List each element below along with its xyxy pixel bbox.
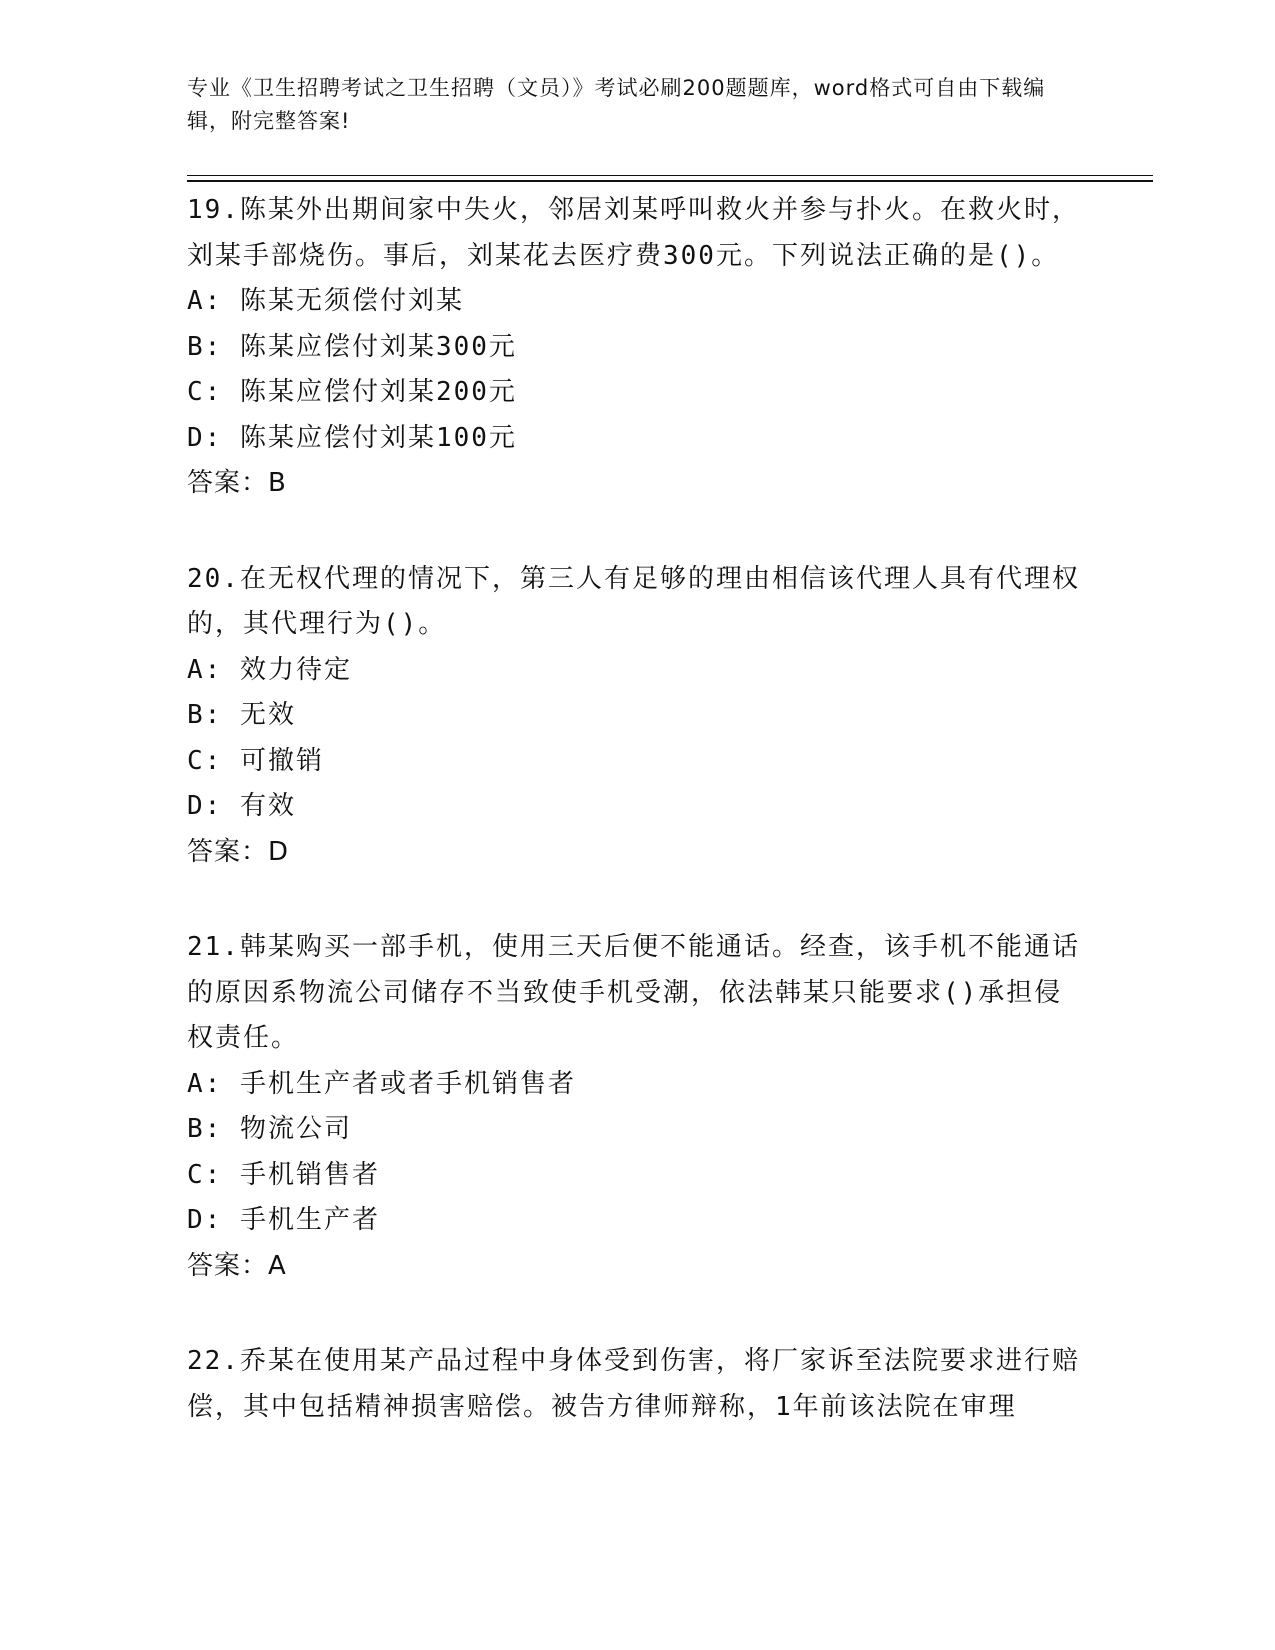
header-intro-text: 专业《卫生招聘考试之卫生招聘（文员）》考试必刷200题题库，word格式可自由下载编辑，附完整答案!	[187, 76, 1046, 133]
header-divider-thick	[187, 180, 1153, 182]
header-divider-thin	[187, 175, 1153, 176]
answer-line: 答案：B	[187, 468, 287, 498]
answer-line: 答案：D	[187, 836, 290, 867]
document-header	[187, 72, 1087, 138]
question-stem: 22.乔某在使用某产品过程中身体受到伤害，将厂家诉至法院要求进行赔偿，其中包括精神损害赔偿。被告方律师辩称，1年前该法院在审理	[187, 1346, 1080, 1422]
question-21	[187, 925, 1087, 1289]
option-list	[187, 1062, 1087, 1244]
question-stem: 19.陈某外出期间家中失火，邻居刘某呼叫救火并参与扑火。在救火时，刘某手部烧伤。事后，刘某花去医疗费300元。下列说法正确的是()。	[187, 195, 1080, 271]
option-a: A: 陈某无须偿付刘某	[187, 286, 464, 316]
option-list	[187, 279, 1087, 461]
option-list	[187, 648, 1087, 830]
option-d: D: 有效	[187, 791, 296, 821]
option-d: D: 陈某应偿付刘某100元	[187, 422, 517, 453]
option-c: C: 陈某应偿付刘某200元	[187, 377, 517, 407]
question-stem: 20.在无权代理的情况下，第三人有足够的理由相信该代理人具有代理权的，其代理行为()。	[187, 563, 1080, 639]
option-c: C: 可撤销	[187, 745, 324, 776]
option-a: A: 手机生产者或者手机销售者	[187, 1068, 576, 1099]
option-b: B: 物流公司	[187, 1114, 352, 1144]
option-a: A: 效力待定	[187, 654, 352, 685]
question-19	[187, 188, 1087, 507]
question-list	[187, 188, 1087, 1480]
option-c: C: 手机销售者	[187, 1159, 380, 1190]
option-d: D: 手机生产者	[187, 1205, 380, 1235]
answer-line: 答案：A	[187, 1250, 287, 1281]
question-22	[187, 1339, 1087, 1430]
question-20	[187, 557, 1087, 876]
option-b: B: 陈某应偿付刘某300元	[187, 331, 517, 362]
question-stem: 21.韩某购买一部手机，使用三天后便不能通话。经查，该手机不能通话的原因系物流公司储存不当致使手机受潮，依法韩某只能要求()承担侵权责任。	[187, 932, 1080, 1053]
option-b: B: 无效	[187, 700, 296, 730]
